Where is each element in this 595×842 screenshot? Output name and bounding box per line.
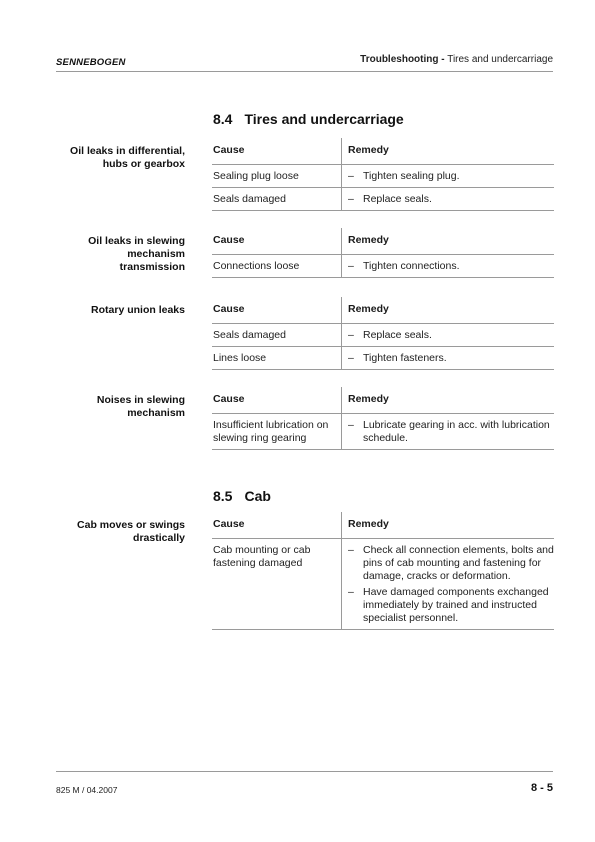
- header-chapter: Troubleshooting -: [360, 54, 445, 65]
- remedy-cell: – Check all connection elements, bolts and pins of cab mounting and fastening for damage, cracks or deformation. – Have damaged components exchanged immediately by trained and instructed specialist personnel.: [342, 539, 555, 630]
- document-id: 825 M / 04.2007: [56, 785, 118, 795]
- table-row: [212, 347, 554, 370]
- remedy-cell: – Replace seals.: [342, 188, 555, 211]
- problem-label-line: Rotary union leaks: [91, 304, 185, 316]
- troubleshooting-table: [212, 228, 554, 278]
- col-header-remedy: Remedy: [342, 228, 555, 255]
- table-header-row: [212, 512, 554, 539]
- troubleshooting-table: [212, 387, 554, 450]
- section-title-8-4: [213, 111, 404, 127]
- problem-label-line: transmission: [119, 261, 185, 273]
- cause-cell: Seals damaged: [212, 324, 342, 347]
- problem-label: [45, 235, 185, 274]
- remedy-text: Replace seals.: [363, 193, 432, 205]
- col-header-remedy: Remedy: [342, 297, 555, 324]
- section-number: 8.5: [213, 488, 233, 504]
- problem-label: [45, 145, 185, 171]
- header-divider: [56, 71, 553, 72]
- remedy-text: Check all connection elements, bolts and pins of cab mounting and fastening for damage, cracks or deformation.: [363, 544, 554, 582]
- header-topic: Tires and undercarriage: [447, 54, 553, 65]
- cause-cell: Cab mounting or cab fastening damaged: [212, 539, 342, 630]
- problem-label-line: drastically: [133, 532, 185, 544]
- section-number: 8.4: [213, 111, 233, 127]
- troubleshooting-table: [212, 297, 554, 370]
- section-title-8-5: [213, 488, 271, 504]
- remedy-text: Tighten fasteners.: [363, 352, 447, 364]
- problem-label: [45, 304, 185, 317]
- remedy-text: Tighten connections.: [363, 260, 460, 272]
- section-heading: Tires and undercarriage: [244, 111, 404, 127]
- remedy-text: Have damaged components exchanged immediately by trained and instructed specialist personnel.: [363, 586, 549, 624]
- cause-cell: Insufficient lubrication on slewing ring gearing: [212, 414, 342, 450]
- cause-cell: Seals damaged: [212, 188, 342, 211]
- col-header-cause: Cause: [212, 138, 342, 165]
- cause-cell: Connections loose: [212, 255, 342, 278]
- table-header-row: [212, 387, 554, 414]
- page-number: 8 - 5: [530, 782, 553, 794]
- problem-label-line: Noises in slewing: [96, 394, 185, 406]
- col-header-cause: Cause: [212, 297, 342, 324]
- running-header: [360, 54, 553, 65]
- remedy-cell: – Tighten fasteners.: [342, 347, 555, 370]
- table-row: [212, 255, 554, 278]
- remedy-cell: – Tighten connections.: [342, 255, 555, 278]
- problem-label-line: Oil leaks in differential,: [70, 145, 185, 157]
- table-header-row: [212, 228, 554, 255]
- troubleshooting-table: [212, 138, 554, 211]
- problem-label-line: Cab moves or swings: [77, 519, 185, 531]
- problem-label-line: Oil leaks in slewing: [88, 235, 185, 247]
- table-row: [212, 165, 554, 188]
- cause-cell: Lines loose: [212, 347, 342, 370]
- footer-divider: [56, 771, 553, 772]
- remedy-text: Lubricate gearing in acc. with lubrication schedule.: [363, 419, 550, 444]
- remedy-text: Replace seals.: [363, 329, 432, 341]
- problem-label: [45, 394, 185, 420]
- table-row: [212, 414, 554, 450]
- problem-label: [45, 519, 185, 545]
- table-header-row: [212, 138, 554, 165]
- table-row: [212, 188, 554, 211]
- col-header-remedy: Remedy: [342, 138, 555, 165]
- col-header-remedy: Remedy: [342, 387, 555, 414]
- cause-cell: Sealing plug loose: [212, 165, 342, 188]
- col-header-remedy: Remedy: [342, 512, 555, 539]
- col-header-cause: Cause: [212, 228, 342, 255]
- troubleshooting-table: [212, 512, 554, 630]
- brand-logo: SENNEBOGEN: [56, 57, 126, 68]
- remedy-cell: – Lubricate gearing in acc. with lubrication schedule.: [342, 414, 555, 450]
- col-header-cause: Cause: [212, 512, 342, 539]
- remedy-cell: – Tighten sealing plug.: [342, 165, 555, 188]
- table-row: [212, 539, 554, 630]
- col-header-cause: Cause: [212, 387, 342, 414]
- problem-label-line: mechanism: [127, 248, 185, 260]
- problem-label-line: hubs or gearbox: [102, 158, 185, 170]
- table-row: [212, 324, 554, 347]
- remedy-text: Tighten sealing plug.: [363, 170, 460, 182]
- remedy-cell: – Replace seals.: [342, 324, 555, 347]
- section-heading: Cab: [244, 488, 271, 504]
- table-header-row: [212, 297, 554, 324]
- problem-label-line: mechanism: [127, 407, 185, 419]
